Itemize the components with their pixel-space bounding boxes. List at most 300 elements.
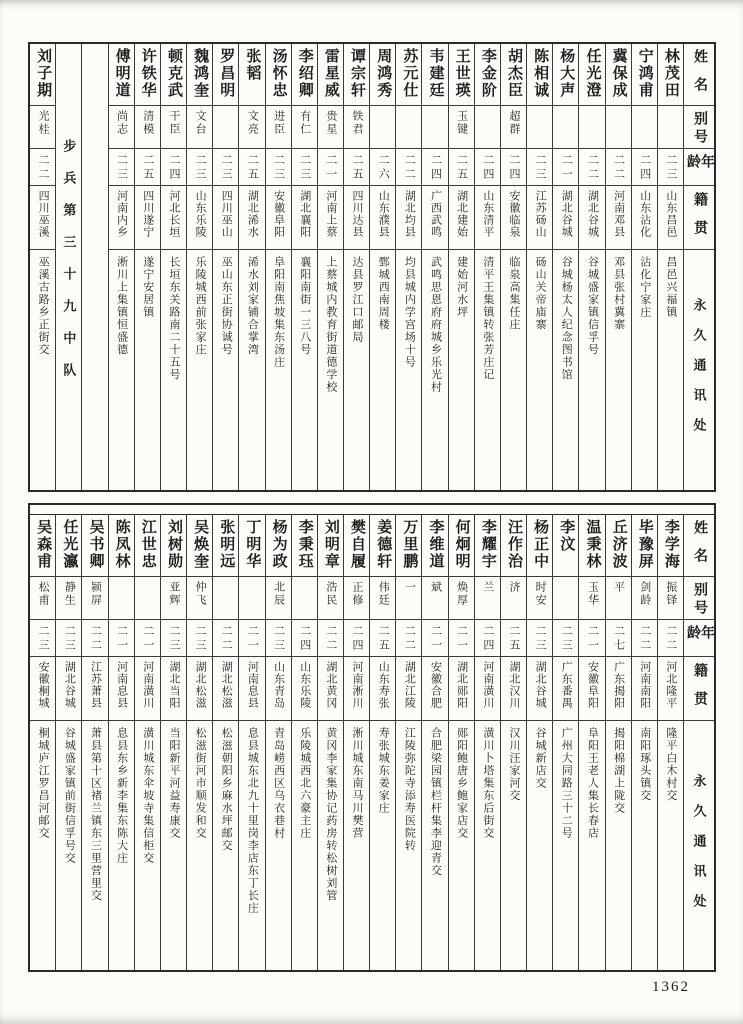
roster-table-top	[28, 42, 716, 492]
person-age-cell	[161, 149, 186, 186]
person-age-cell	[135, 149, 160, 186]
person-alias-text: 焕厚	[455, 581, 468, 607]
page-number: 1362	[652, 979, 690, 995]
person-name-text: 李绍卿	[296, 48, 313, 99]
person-alias-text: 松甫	[37, 581, 50, 607]
person-alias-cell	[632, 106, 657, 149]
person-native-text: 安徽临泉	[507, 190, 520, 238]
person-name-text: 吴焕奎	[192, 519, 209, 570]
person-name-text: 陈凤林	[113, 519, 130, 570]
header-column	[683, 44, 714, 490]
person-column	[395, 515, 421, 970]
header-alias-cell	[684, 106, 714, 149]
person-name-cell	[292, 44, 317, 106]
header-name-cell	[684, 44, 714, 106]
person-name-text: 姜德轩	[375, 519, 392, 570]
person-age-cell	[422, 149, 447, 186]
person-name-cell	[135, 44, 160, 106]
person-native-text: 湖北当阳	[167, 661, 180, 709]
person-native-text: 湖北襄阳	[298, 190, 311, 238]
person-alias-cell	[135, 577, 160, 620]
person-native-cell	[161, 186, 186, 250]
person-name-cell	[344, 44, 369, 106]
header-address-cell	[684, 721, 714, 970]
person-age-cell	[213, 149, 238, 186]
person-age-text: 二三	[194, 625, 207, 653]
person-native-cell	[632, 657, 657, 721]
person-address-cell	[606, 721, 631, 970]
person-name-cell	[56, 515, 81, 577]
person-column	[186, 44, 212, 490]
person-native-text: 江苏萧县	[89, 661, 102, 709]
person-alias-text: 文亮	[246, 110, 259, 136]
person-age-cell	[239, 149, 264, 186]
person-address-cell	[318, 721, 343, 970]
person-address-text: 谷城盛家镇前街信孚号交	[63, 727, 76, 865]
person-alias-text: 时安	[534, 581, 547, 607]
person-age-cell	[449, 149, 474, 186]
person-age-text: 二三	[560, 625, 573, 653]
person-alias-cell	[370, 577, 395, 620]
person-alias-text: 剑龄	[638, 581, 651, 607]
person-address-cell	[82, 721, 107, 970]
person-native-cell	[30, 657, 55, 721]
person-address-text: 萧县第十区褚兰镇东三里营里交	[89, 727, 102, 902]
person-column	[657, 44, 683, 490]
person-address-cell	[422, 250, 447, 490]
person-name-text: 王世瑛	[453, 48, 470, 99]
person-name-text: 吴书卿	[87, 519, 104, 570]
person-age-cell	[527, 149, 552, 186]
person-name-cell	[213, 44, 238, 106]
person-native-cell	[449, 657, 474, 721]
person-alias-cell	[239, 577, 264, 620]
person-column	[343, 44, 369, 490]
person-column	[212, 44, 238, 490]
person-column	[578, 44, 604, 490]
person-age-text: 二二	[324, 625, 337, 653]
person-name-cell	[161, 515, 186, 577]
person-name-text: 胡杰臣	[505, 48, 522, 99]
table-top-strip	[30, 505, 714, 515]
person-native-cell	[606, 186, 631, 250]
person-name-cell	[658, 44, 683, 106]
person-name-text: 韦建廷	[427, 48, 444, 99]
person-alias-cell	[632, 577, 657, 620]
person-alias-cell	[501, 577, 526, 620]
person-column	[657, 515, 683, 970]
person-native-cell	[501, 186, 526, 250]
person-age-cell	[109, 620, 134, 657]
person-age-cell	[292, 620, 317, 657]
person-name-cell	[501, 44, 526, 106]
header-address-label: 永久通讯处	[691, 773, 707, 924]
person-alias-cell	[292, 577, 317, 620]
person-native-cell	[370, 657, 395, 721]
person-address-text: 郧阳鲍唐乡鲍家店交	[455, 727, 468, 840]
person-name-cell	[161, 44, 186, 106]
person-address-cell	[187, 721, 212, 970]
person-native-cell	[370, 186, 395, 250]
person-age-text: 二二	[638, 625, 651, 653]
person-native-cell	[213, 186, 238, 250]
person-address-cell	[370, 250, 395, 490]
person-name-text: 罗昌明	[218, 48, 235, 99]
header-name-label: 姓名	[692, 519, 707, 576]
person-age-cell	[579, 620, 604, 657]
header-age-label: 年龄	[685, 154, 714, 172]
person-alias-text: 贵星	[324, 110, 337, 136]
person-address-cell	[553, 721, 578, 970]
roster-table-bottom-columns	[30, 515, 714, 970]
person-alias-text: 光桂	[37, 110, 50, 136]
person-age-cell	[553, 149, 578, 186]
person-address-cell	[161, 721, 186, 970]
person-address-cell	[187, 250, 212, 490]
roster-table-top-columns	[30, 44, 714, 490]
person-native-text: 四川达县	[351, 190, 364, 238]
person-name-cell	[579, 44, 604, 106]
person-alias-text: 铁君	[351, 110, 364, 136]
person-alias-text: 平	[612, 581, 625, 594]
person-age-text: 二四	[481, 625, 494, 653]
person-native-text: 河南上蔡	[324, 190, 337, 238]
person-native-text: 山东昌邑	[664, 190, 677, 238]
person-name-cell	[449, 44, 474, 106]
header-column	[683, 515, 714, 970]
person-native-cell	[187, 186, 212, 250]
person-native-cell	[475, 186, 500, 250]
person-column	[500, 515, 526, 970]
unit-label-column-cell	[56, 44, 81, 490]
person-name-text: 江世忠	[139, 519, 156, 570]
person-alias-cell	[82, 577, 107, 620]
person-alias-text: 一	[403, 581, 416, 594]
person-native-cell	[449, 186, 474, 250]
person-age-text: 二二	[37, 154, 50, 182]
person-native-text: 湖北谷城	[586, 190, 599, 238]
person-column	[369, 44, 395, 490]
person-alias-cell	[135, 106, 160, 149]
person-age-text: 二三	[63, 625, 76, 653]
person-address-text: 松滋街河市顺发和交	[194, 727, 207, 840]
person-age-text: 二二	[403, 154, 416, 182]
person-address-cell	[449, 721, 474, 970]
person-alias-cell	[606, 577, 631, 620]
person-native-cell	[292, 186, 317, 250]
person-column	[395, 44, 421, 490]
person-column	[212, 515, 238, 970]
person-age-cell	[30, 620, 55, 657]
person-name-text: 万里鹏	[401, 519, 418, 570]
person-age-text: 二一	[455, 625, 468, 653]
person-alias-cell	[187, 577, 212, 620]
person-address-cell	[449, 250, 474, 490]
person-alias-cell	[318, 577, 343, 620]
person-age-cell	[30, 149, 55, 186]
person-name-cell	[606, 515, 631, 577]
person-address-cell	[344, 250, 369, 490]
person-alias-cell	[658, 577, 683, 620]
person-native-text: 山东清平	[481, 190, 494, 238]
person-address-text: 巫溪古路乡正街交	[37, 256, 50, 356]
person-alias-text: 颍屏	[89, 581, 102, 607]
person-native-cell	[579, 657, 604, 721]
person-age-cell	[344, 620, 369, 657]
unit-label-column	[55, 44, 81, 490]
person-address-cell	[501, 250, 526, 490]
person-age-text: 二二	[89, 625, 102, 653]
person-name-text: 何炯明	[453, 519, 470, 570]
person-name-text: 李汶	[558, 519, 575, 553]
person-column	[578, 515, 604, 970]
person-column	[369, 515, 395, 970]
person-age-cell	[501, 149, 526, 186]
person-name-text: 雷星威	[322, 48, 339, 99]
person-alias-cell	[30, 106, 55, 149]
person-address-cell	[658, 721, 683, 970]
person-native-text: 河南南阳	[638, 661, 651, 709]
header-alias-cell	[684, 577, 714, 620]
person-age-text: 二一	[586, 625, 599, 653]
person-native-cell	[239, 657, 264, 721]
person-native-cell	[239, 186, 264, 250]
person-name-text: 吴森甫	[35, 519, 52, 570]
person-name-text: 杨为政	[270, 519, 287, 570]
person-address-cell	[579, 721, 604, 970]
person-address-text: 乐陵城西北六豪主庄	[298, 727, 311, 840]
person-name-cell	[318, 515, 343, 577]
person-age-text: 二五	[377, 625, 390, 653]
person-address-cell	[396, 250, 421, 490]
person-name-text: 冀保成	[610, 48, 627, 99]
person-alias-text: 亚辉	[167, 581, 180, 607]
person-age-cell	[606, 149, 631, 186]
person-native-text: 湖北黄冈	[324, 661, 337, 709]
person-age-text: 二一	[115, 625, 128, 653]
person-address-cell	[370, 721, 395, 970]
header-address-label: 永久通讯处	[691, 298, 707, 448]
person-native-text: 湖北郧阳	[455, 661, 468, 709]
person-column	[108, 515, 134, 970]
person-address-cell	[318, 250, 343, 490]
person-address-cell	[161, 250, 186, 490]
person-native-cell	[553, 657, 578, 721]
person-native-cell	[606, 657, 631, 721]
person-address-cell	[501, 721, 526, 970]
header-age-cell	[684, 620, 714, 657]
person-age-cell	[606, 620, 631, 657]
person-native-text: 河南内乡	[115, 190, 128, 238]
person-alias-cell	[292, 106, 317, 149]
person-native-cell	[135, 186, 160, 250]
person-address-text: 长垣东关路南二十五号	[167, 256, 180, 381]
person-age-text: 二四	[167, 154, 180, 182]
person-name-cell	[292, 515, 317, 577]
person-native-text: 四川遂宁	[141, 190, 154, 238]
person-address-text: 松滋朝阳乡麻水坪邮交	[220, 727, 233, 852]
person-address-text: 谷城新店交	[534, 727, 547, 790]
person-alias-text: 静生	[63, 581, 76, 607]
person-address-cell	[292, 250, 317, 490]
person-address-cell	[135, 721, 160, 970]
person-age-text: 二一	[141, 625, 154, 653]
person-column	[291, 515, 317, 970]
person-native-text: 湖北建始	[455, 190, 468, 238]
person-name-cell	[396, 44, 421, 106]
person-column	[474, 44, 500, 490]
person-address-text: 潢川城东伞坡寺集信柜交	[141, 727, 154, 865]
person-column	[160, 44, 186, 490]
person-name-cell	[239, 515, 264, 577]
person-native-text: 四川巫山	[220, 190, 233, 238]
person-native-text: 河南潢川	[481, 661, 494, 709]
person-address-cell	[475, 250, 500, 490]
person-native-cell	[187, 657, 212, 721]
person-native-text: 广东番禺	[560, 661, 573, 709]
header-native-label: 籍贯	[692, 662, 707, 719]
person-name-text: 汪作治	[505, 519, 522, 570]
person-column	[552, 44, 578, 490]
header-alias-label: 别号	[692, 582, 707, 618]
person-native-cell	[396, 657, 421, 721]
person-address-text: 淅川城东南马川樊营	[351, 727, 364, 840]
person-address-cell	[135, 250, 160, 490]
person-native-text: 安徽桐城	[37, 661, 50, 709]
person-age-cell	[318, 149, 343, 186]
person-alias-cell	[396, 106, 421, 149]
person-column	[265, 515, 291, 970]
header-name-label: 姓名	[692, 48, 707, 105]
person-age-text: 二三	[298, 154, 311, 182]
person-native-text: 湖北浠水	[246, 190, 259, 238]
roster-table-bottom	[28, 503, 716, 972]
person-address-text: 隆平白木村交	[664, 727, 677, 802]
person-alias-cell	[161, 577, 186, 620]
unit-label: 步兵第三十九中队	[61, 139, 77, 395]
person-address-text: 息县城东北九十里岗李店东丁长庄	[246, 727, 259, 915]
person-age-text: 二三	[534, 154, 547, 182]
person-age-cell	[135, 620, 160, 657]
person-native-text: 河北长垣	[167, 190, 180, 238]
person-address-cell	[213, 250, 238, 490]
unit-filler-column	[81, 44, 107, 490]
person-age-text: 二五	[455, 154, 468, 182]
person-age-cell	[56, 620, 81, 657]
person-age-text: 二三	[37, 625, 50, 653]
person-name-text: 杨大声	[558, 48, 575, 99]
header-native-cell	[684, 186, 714, 250]
person-age-text: 二四	[351, 625, 364, 653]
person-column	[552, 515, 578, 970]
person-name-text: 李耀宇	[479, 519, 496, 570]
person-name-text: 刘子期	[35, 48, 52, 99]
person-native-cell	[266, 186, 291, 250]
person-native-cell	[396, 186, 421, 250]
person-column	[448, 515, 474, 970]
person-alias-text: 干臣	[167, 110, 180, 136]
person-name-cell	[579, 515, 604, 577]
person-name-cell	[213, 515, 238, 577]
person-native-text: 山东濮县	[377, 190, 390, 238]
person-address-text: 建始河水坪	[455, 256, 468, 319]
person-alias-text: 文台	[194, 110, 207, 136]
person-alias-cell	[187, 106, 212, 149]
person-name-text: 宁鸿甫	[636, 48, 653, 99]
person-age-cell	[632, 620, 657, 657]
person-native-cell	[344, 186, 369, 250]
person-column	[631, 44, 657, 490]
person-address-text: 当阳新平河益寿康交	[167, 727, 180, 840]
person-native-text: 湖北松滋	[194, 661, 207, 709]
person-name-cell	[449, 515, 474, 577]
person-address-text: 沾化宁家庄	[638, 256, 651, 319]
person-address-cell	[475, 721, 500, 970]
person-alias-text: 仲飞	[194, 581, 207, 607]
person-name-cell	[370, 515, 395, 577]
person-alias-cell	[213, 577, 238, 620]
person-alias-text: 进臣	[272, 110, 285, 136]
person-age-text: 二五	[507, 625, 520, 653]
person-name-text: 张韬	[244, 48, 261, 82]
person-native-text: 河南息县	[115, 661, 128, 709]
person-name-cell	[266, 44, 291, 106]
person-age-text: 二五	[246, 154, 259, 182]
person-column	[265, 44, 291, 490]
person-address-text: 巫山东正街协诚号	[220, 256, 233, 356]
person-name-cell	[553, 515, 578, 577]
person-native-text: 湖北江陵	[403, 661, 416, 709]
person-address-cell	[344, 721, 369, 970]
person-name-text: 温秉林	[584, 519, 601, 570]
person-address-text: 邓县张村冀寨	[612, 256, 625, 331]
person-age-cell	[422, 620, 447, 657]
person-native-cell	[318, 657, 343, 721]
person-alias-cell	[658, 106, 683, 149]
person-native-text: 江苏砀山	[534, 190, 547, 238]
person-address-text: 寿张城东姜家庄	[377, 727, 390, 815]
person-address-text: 黄冈李家集协记药房转松树刘管	[324, 727, 337, 902]
person-age-cell	[109, 149, 134, 186]
person-alias-text: 玉键	[455, 110, 468, 136]
person-alias-text: 正修	[351, 581, 364, 607]
person-address-text: 潢川卜塔集东后街交	[481, 727, 494, 840]
person-native-text: 山东乐陵	[194, 190, 207, 238]
person-name-cell	[344, 515, 369, 577]
person-column	[500, 44, 526, 490]
person-age-cell	[579, 149, 604, 186]
person-age-text: 二六	[377, 154, 390, 182]
person-name-cell	[475, 44, 500, 106]
person-native-text: 安徽阜阳	[272, 190, 285, 238]
person-alias-cell	[56, 577, 81, 620]
person-alias-cell	[449, 106, 474, 149]
person-native-text: 安徽阜阳	[586, 661, 599, 709]
person-native-cell	[266, 657, 291, 721]
person-native-cell	[109, 657, 134, 721]
person-native-text: 湖北均县	[403, 190, 416, 238]
person-name-cell	[30, 44, 55, 106]
person-address-cell	[527, 721, 552, 970]
person-address-text: 遂宁安居镇	[141, 256, 154, 319]
person-age-cell	[187, 620, 212, 657]
person-alias-text: 斌	[429, 581, 442, 594]
person-column	[291, 44, 317, 490]
person-column	[30, 44, 55, 490]
person-age-text: 二三	[220, 154, 233, 182]
person-age-cell	[527, 620, 552, 657]
person-native-cell	[527, 186, 552, 250]
